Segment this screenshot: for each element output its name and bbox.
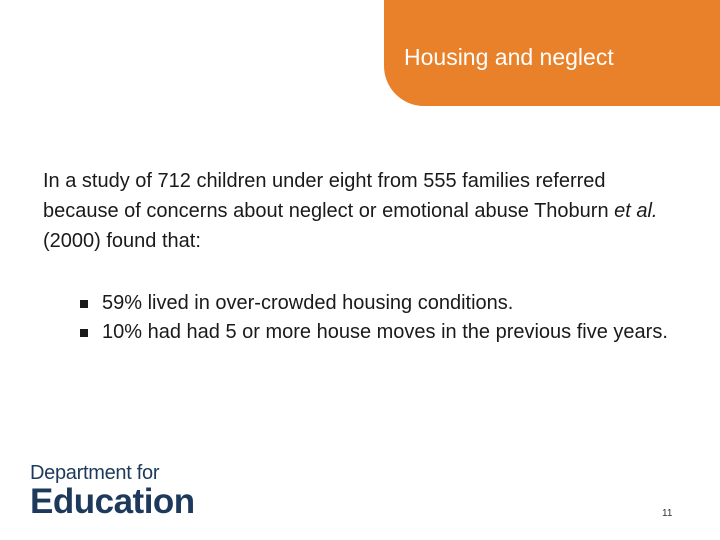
list-item bbox=[77, 318, 687, 347]
department-for-education-logo bbox=[30, 462, 195, 519]
bullet-list bbox=[77, 289, 687, 347]
logo-line-1: Department for bbox=[30, 462, 160, 484]
bullet-text: 59% lived in over-crowded housing conditions. bbox=[102, 292, 514, 314]
intro-text-end: (2000) found that: bbox=[43, 230, 201, 252]
logo-line-2: Education bbox=[30, 482, 195, 521]
square-bullet-icon bbox=[80, 300, 88, 308]
intro-text-start: In a study of 712 children under eight from 555 families referred because of concerns about neglect or emotional abuse Thoburn bbox=[43, 170, 615, 222]
list-item bbox=[77, 289, 687, 318]
square-bullet-icon bbox=[80, 329, 88, 337]
bullet-text: 10% had had 5 or more house moves in the previous five years. bbox=[102, 321, 668, 343]
intro-text-italic: et al. bbox=[614, 200, 658, 222]
page-number: 11 bbox=[662, 508, 673, 519]
slide-title: Housing and neglect bbox=[404, 44, 614, 70]
intro-paragraph bbox=[43, 166, 683, 256]
